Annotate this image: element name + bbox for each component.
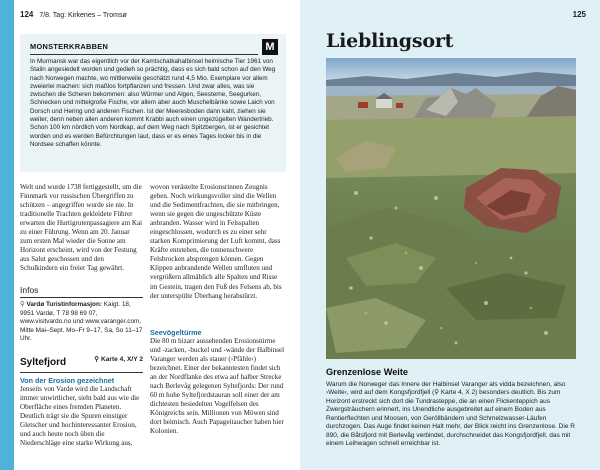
m-logo-icon: M bbox=[262, 39, 278, 55]
monsterkrabben-box bbox=[20, 34, 286, 172]
body-column-d: Die 80 m bizarr aussehenden Erosionstürme und -zacken, -buckel und -wände der Halbinsel Varanger werden als stauer (›Pfähle‹) bezeichnet. Einer der bekanntesten findet sich an der Nordflanke des etwa auf halber Strecke nach Berlevåg gelegenen Syltefjords: Der rund 60 m hohe Syltefjordstauran soll einer der am dichtesten besiedelten Vogelfelsen des Königreichs sein. Millionen von Möwen sind dort heimisch. Auch Papageitaucher haben hier Kolonien. bbox=[150, 337, 285, 436]
sytefjord-heading bbox=[20, 352, 143, 373]
body-column-b: wovon verästelte Erosionsrinnen Zeugnis geben. Noch wirkungsvoller sind die Wellen und die Sedimentfrachten, die sie mitbringen, wenn sie gegen die ungeschützte Küste anbranden. Wasser wird in Felsspalten eingeschlossen, wodurch es zu einer sehr starken Komprimierung der Luft kommt, dass Kräfte entstehen, die tonnenschwere Felsbrocken absprengen können. Gegen Klippen anbrandende Wellen umfluten und vergrößern allmählich alle Spalten und Risse im Gestein, tragen den Fuß des Felsens ab, bis der unterspülte Überhang herabstürzt. bbox=[150, 183, 282, 300]
body-column-c: Jenseits von Vardø wird die Landschaft immer unwirtlicher, sieht bald aus wie die Oberfläche eines fremden Planeten. Deutlich trägt sie die Spuren einstiger Gletscher und hochinteressanter Erosion, und auch heute noch üben die Niederschläge eine starke Wirkung aus, bbox=[20, 385, 140, 448]
page-number-left: 124 bbox=[20, 10, 34, 19]
running-head-title: 7/8. Tag: Kirkenes – Tromsø bbox=[39, 12, 127, 19]
tundra-photo bbox=[326, 58, 576, 359]
erosion-subheading: Von der Erosion gezeichnet bbox=[20, 376, 115, 385]
info-details: Kaigt. 18, 9951 Vardø, T 78 98 69 07, www.visitvardo.no und www.varanger.com, Mitte Mai–Sept. Mo–Fr 9–17, Sa, So 11–17 Uhr. bbox=[20, 301, 143, 342]
caption-text: Warum die Norweger das Innere der Halbinsel Varanger als vidda bezeichnen, also ›Weite‹, wird auf dem Kongsfjordfjell (⚲ Karte 4, X 2) besonders deutlich. Bis zum Horizont erstreckt sich dort die Tundrasteppe, die an einen Flickenteppich aus Zwergsträuchern erinnert, ins Unendliche ausgebreitet auf einem Boden aus Rentierflechten und Moosen, von Geröllbändern und Schmelzwasser-Läufen durchzogen. Das Auge findet keinen Halt mehr, der Blick reicht ins Grenzenlose. Die R 890, die Båtsfjord mit Berlevåg verbindet, durchschneidet das Kongsfjordfjell, das mit einem Leihwagen schnell erreichbar ist. bbox=[326, 381, 575, 448]
running-head-left bbox=[20, 10, 127, 19]
seevoegel-subheading: Seevögeltürme bbox=[150, 328, 202, 337]
lieblingsort-title: Lieblingsort bbox=[326, 30, 454, 52]
info-heading: Infos bbox=[20, 285, 143, 298]
page-number-right: 125 bbox=[572, 10, 586, 19]
box-text: In Murmansk war das eigentlich vor der Kamtschatkahalbinsel heimische Tier 1961 von Stalin angesiedelt worden und gedieh so prächtig, dass es sich bald schon auf den Weg nach Norwegen machte, wo mittlerweile geschätzt rund 4,5 Mio. Exemplare vor allem zweierlei machen: sich maßlos fortpflanzen und fressen. Und zwar alles, was sie zwischen die Scheren bekommen: also Würmer und Algen, Seesterne, Seegurken, Schnecken und mittelgroße Fische, vor allem aber auch Muschelbänke sowie Laich von Dorsch und Hering und anderen Fischen. Ist der Meeresboden dann kahl, ziehen sie weiter, denn neben allen anderen kommt Krabbi auch einen ungezügelten Wandertrieb. Schon 100 km nördlich vom Nordkap, auf dem Weg nach Spitzbergen, ist er gesichtet worden und es werden Befürchtungen laut, dass er es eines Tages locker bis in die Nordsee schaffen könnte. bbox=[30, 58, 276, 148]
info-text bbox=[20, 301, 143, 344]
sytefjord-map-ref: ⚲ Karte 4, X/Y 2 bbox=[94, 356, 143, 363]
info-name: Vardø Turistinformasjon: bbox=[26, 301, 102, 308]
sytefjord-title: Syltefjord bbox=[20, 357, 67, 368]
location-pin-icon: ⚲ bbox=[20, 301, 25, 308]
caption-title: Grenzenlose Weite bbox=[326, 367, 409, 377]
accent-strip bbox=[0, 0, 14, 470]
box-title: MONSTERKRABBEN bbox=[30, 42, 258, 55]
body-column-a: Welt und wurde 1738 fertiggestellt, um die Finnmark vor russischen Übergriffen zu schützen – angegriffen wurde sie nie. In traditionelle Trachten gekleidete Führer erwarten die Hurtigrutenpassagiere am Kai zu einer Führung. Wenn am 20. Januar zum ersten Mal wieder die Sonne am Horizont erscheint, wird von der Festung aus Salut geschossen und den Schulkindern ein freier Tag gewährt. bbox=[20, 183, 143, 273]
